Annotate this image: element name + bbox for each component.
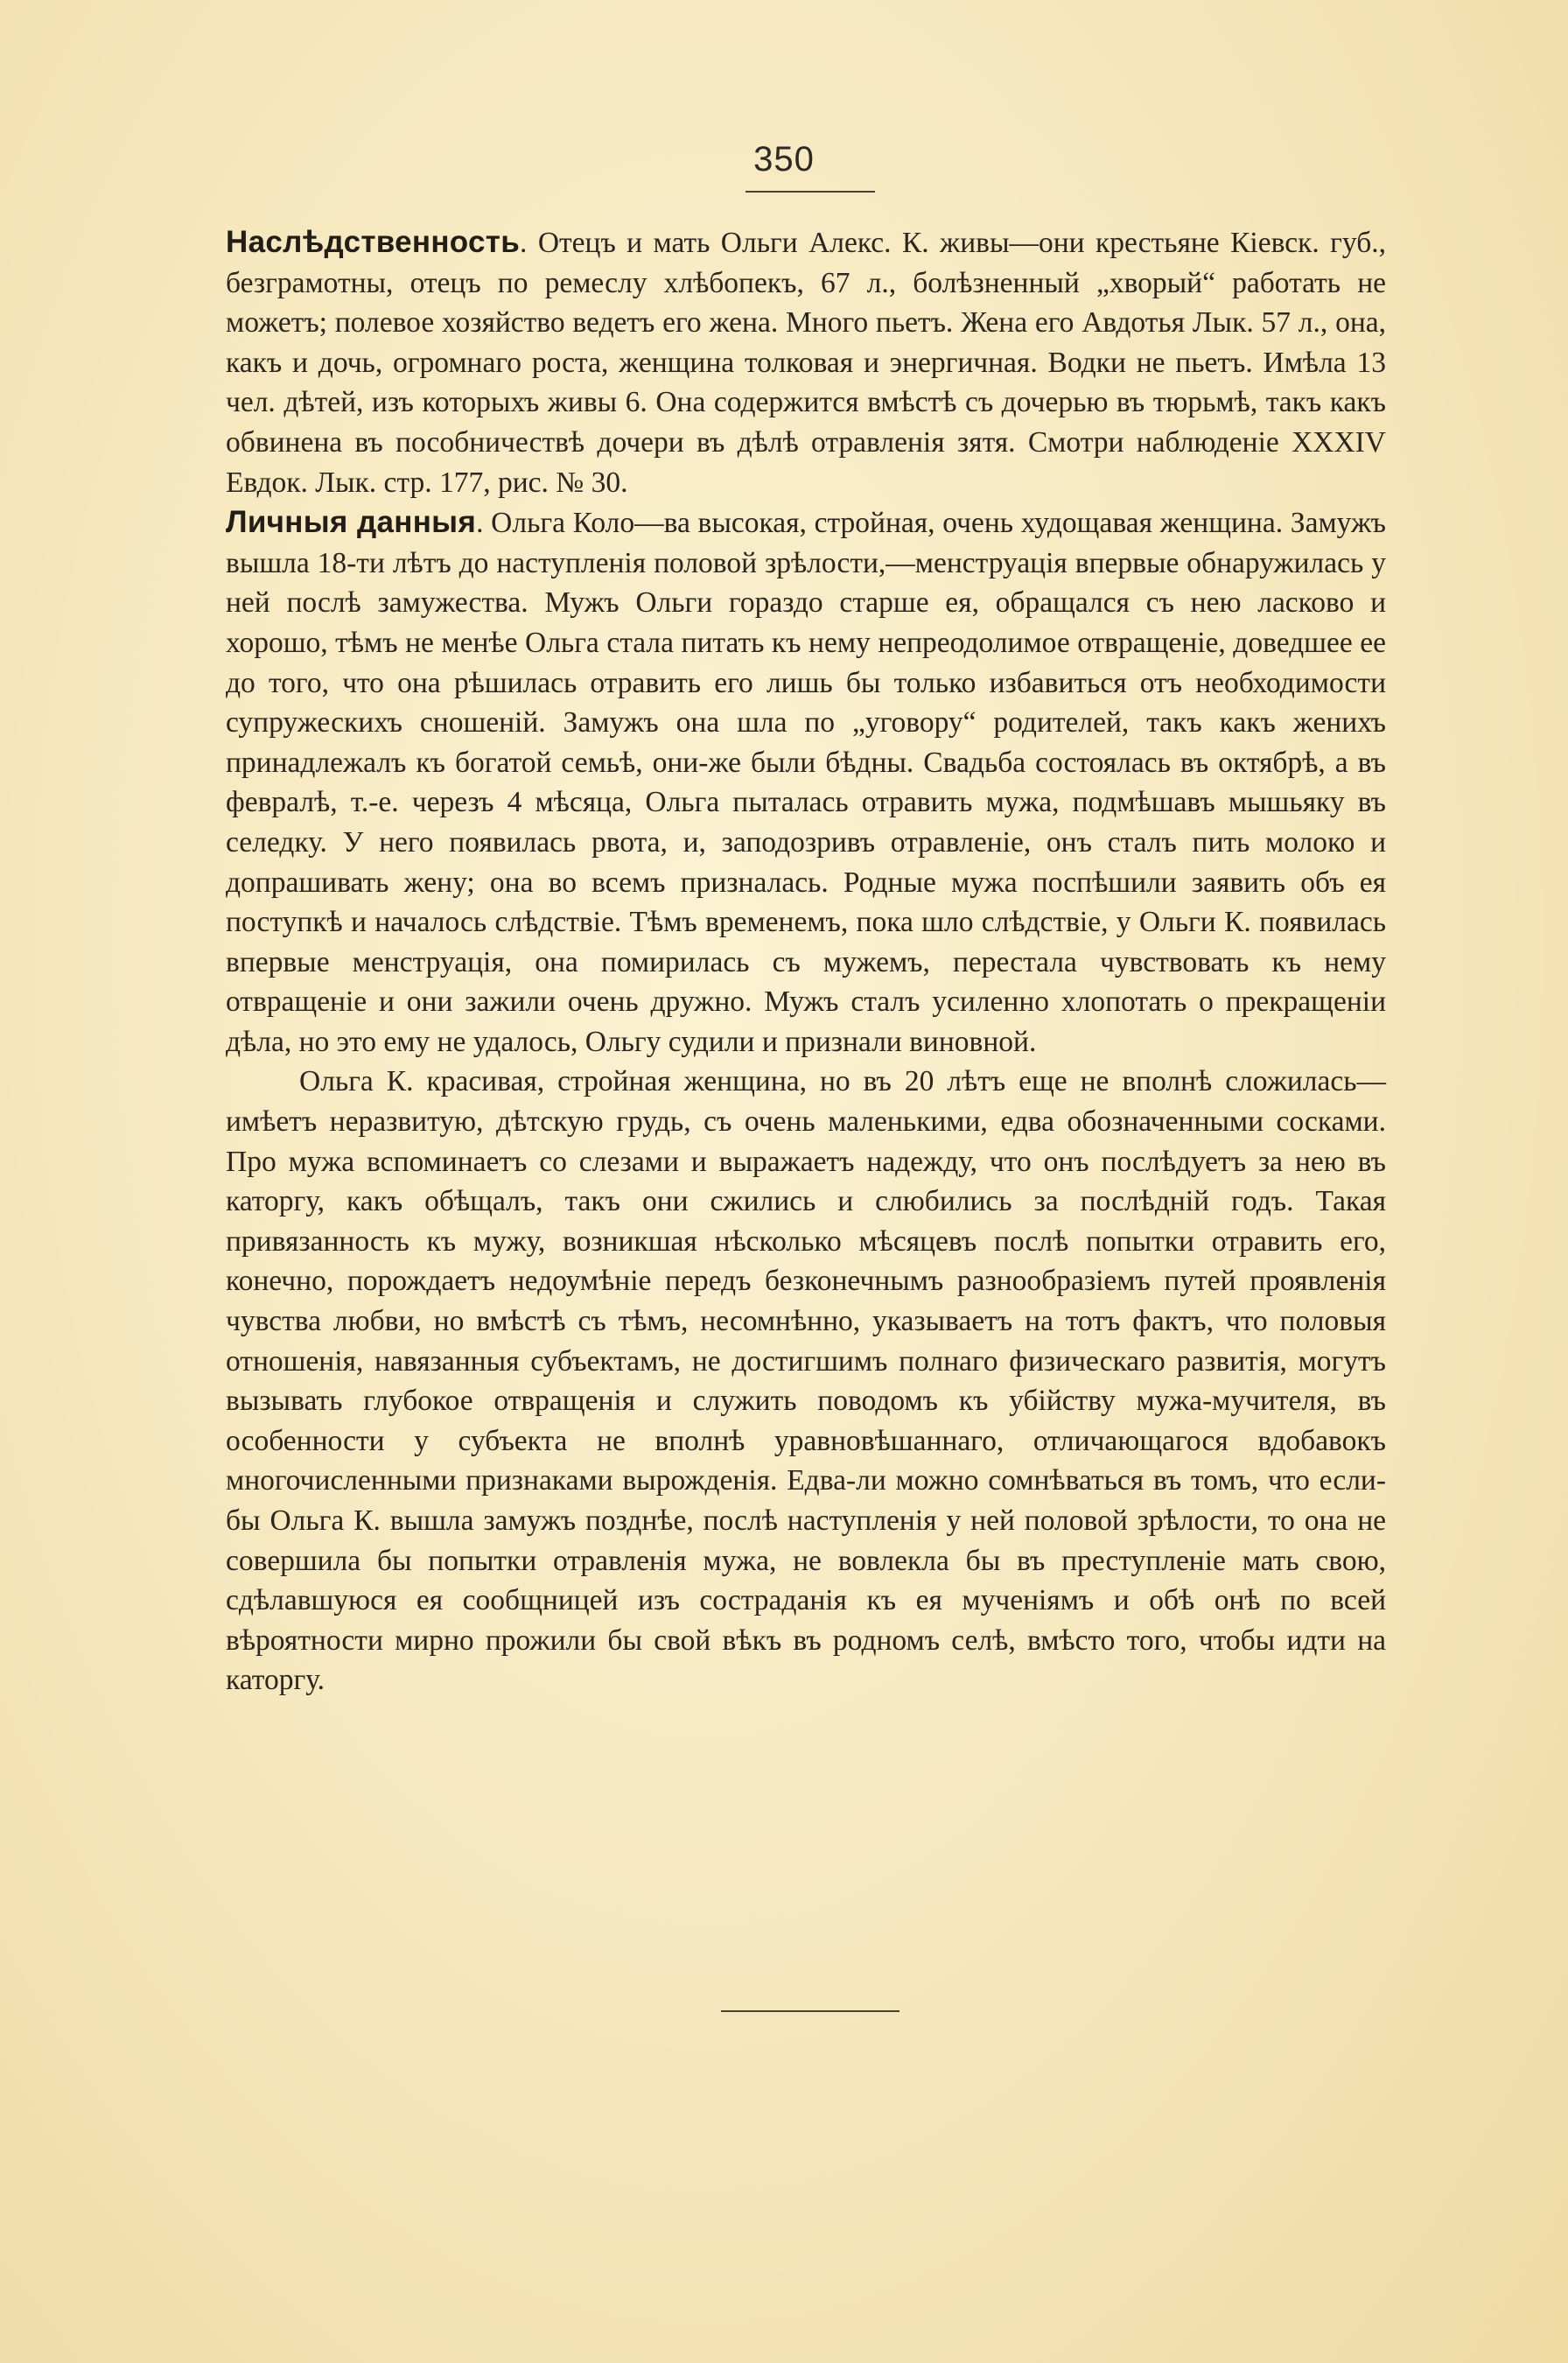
heading-personal-data: Личныя данныя bbox=[226, 505, 477, 540]
page-number: 350 bbox=[753, 140, 815, 179]
page-number-rule bbox=[746, 191, 875, 193]
paragraph-personal-data-body: . Ольга Коло—ва высокая, стройная, очень худощавая женщина. Замужъ вышла 18-ти лѣтъ до наступленія половой зрѣлости,—менструація впервые обнаружилась у ней послѣ замужества. Мужъ Ольги гораздо старше ея, обращался съ нею ласково и хорошо, тѣмъ не менѣе Ольга стала питать къ нему непреодолимое отвращеніе, доведшее ее до того, что она рѣшилась отравить его лишь бы только избавиться отъ необходимости супружескихъ сношеній. Замужъ она шла по „уговору“ родителей, такъ какъ женихъ принадлежалъ къ богатой семьѣ, они-же были бѣдны. Свадьба состоялась въ октябрѣ, а въ февралѣ, т.-е. черезъ 4 мѣсяца, Ольга пыталась отравить мужа, подмѣшавъ мышьяку въ селедку. У него появилась рвота, и, заподозривъ отравленіе, онъ сталъ пить молоко и допрашивать жену; она во всемъ призналась. Родные мужа поспѣшили заявить объ ея поступкѣ и началось слѣдствіе. Тѣмъ временемъ, пока шло слѣдствіе, у Ольги К. появилась впервые менструація, она помирилась съ мужемъ, перестала чувствовать къ нему отвращеніе и они зажили очень дружно. Мужъ сталъ усиленно хлопотать о прекращеніи дѣла, но это ему не удалось, Ольгу судили и признали виновной. bbox=[226, 507, 1386, 1058]
paragraph-personal-data bbox=[226, 502, 1386, 1062]
end-rule bbox=[721, 2010, 900, 2012]
paragraph-conclusion: Ольга К. красивая, стройная женщина, но въ 20 лѣтъ еще не вполнѣ сложилась—имѣетъ неразвитую, дѣтскую грудь, съ очень маленькими, едва обозначенными сосками. Про мужа вспоминаетъ со слезами и выражаетъ надежду, что онъ послѣдуетъ за нею въ каторгу, какъ обѣщалъ, такъ они сжились и слюбились за послѣдній годъ. Такая привязанность къ мужу, возникшая нѣсколько мѣсяцевъ послѣ попытки отравить его, конечно, порождаетъ недоумѣніе передъ безконечнымъ разнообразіемъ путей проявленія чувства любви, но вмѣстѣ съ тѣмъ, несомнѣнно, указываетъ на тотъ фактъ, что половыя отношенія, навязанныя субъектамъ, не достигшимъ полнаго физическаго развитія, могутъ вызывать глубокое отвращенія и служить поводомъ къ убійству мужа-мучителя, въ особенности у субъекта не вполнѣ уравновѣшаннаго, отличающагося вдобавокъ многочисленными признаками вырожденія. Едва-ли можно сомнѣваться въ томъ, что если-бы Ольга К. вышла замужъ позднѣе, послѣ наступленія у ней половой зрѣлости, то она не совершила бы попытки отравленія мужа, не вовлекла бы въ преступленіе мать свою, сдѣлавшуюся ея сообщницей изъ состраданія къ ея мученіямъ и обѣ онѣ по всей вѣроятности мирно прожили бы свой вѣкъ въ родномъ селѣ, вмѣсто того, чтобы идти на каторгу. bbox=[226, 1065, 1386, 1697]
paragraph-heredity-body: . Отецъ и мать Ольги Алекс. К. живы—они крестьяне Кіевск. губ., безграмотны, отецъ по ремеслу хлѣбопекъ, 67 л., болѣзненный „хворый“ работать не можетъ; полевое хозяйство ведетъ его жена. Много пьетъ. Жена его Авдотья Лык. 57 л., она, какъ и дочь, огромнаго роста, женщина толковая и энергичная. Водки не пьетъ. Имѣла 13 чел. дѣтей, изъ которыхъ живы 6. Она содержится вмѣстѣ съ дочерью въ тюрьмѣ, такъ какъ обвинена въ пособничествѣ дочери въ дѣлѣ отравленія зятя. Смотри наблюденіе XXXIV Евдок. Лык. стр. 177, рис. № 30. bbox=[226, 227, 1386, 499]
page-text bbox=[226, 222, 1386, 1700]
paragraph-heredity bbox=[226, 222, 1386, 502]
heading-heredity: Наслѣдственность bbox=[226, 225, 521, 259]
